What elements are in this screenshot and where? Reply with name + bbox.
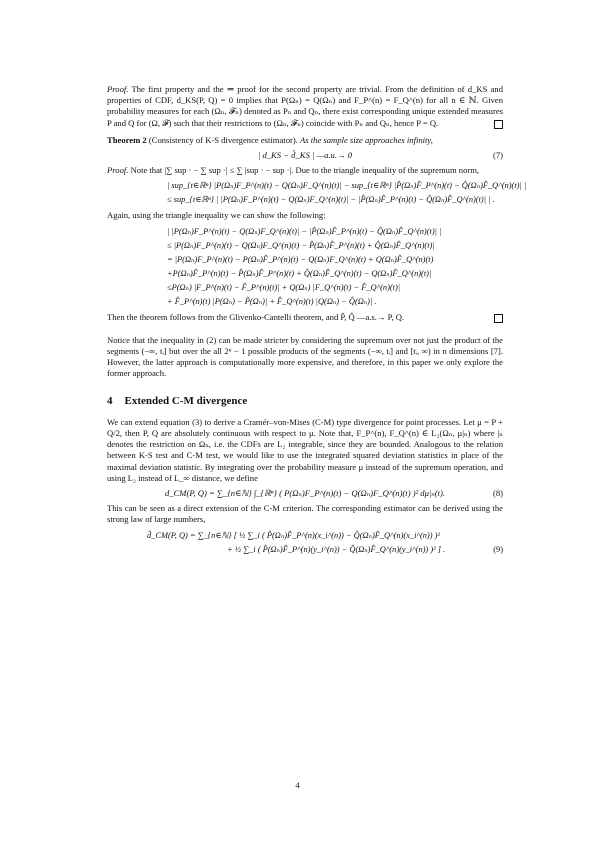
- equation-line: ≤ |P(Ωₙ)F_P^(n)(t) − Q(Ωₙ)F_Q^(n)(t) − P̂(Ωₙ)F̂_P^(n)(t) + Q̂(Ωₙ)F̂_Q^(n)(t)|: [167, 240, 435, 250]
- equation-7: [107, 150, 503, 161]
- section-paragraph-2: This can be seen as a direct extension of the C-M criterion. The corresponding estimator can be derived using the strong law of large numbers,: [107, 503, 503, 525]
- theorem-label: Theorem 2: [107, 134, 147, 145]
- section-title: Extended C-M divergence: [124, 394, 248, 407]
- proof-text: The first property and the ⇐ proof for the second property are trivial. From the definition of d_KS and properties of CDF, d_KS(P, Q) = 0 implies that P(Ωₙ) = Q(Ωₙ) and F_P^(n) = F_Q^(n) for all n ∈ ℕ. Given probability measures for each (Ωₙ, 𝓕ₙ) denoted as Pₙ and Qₙ, there exist corresponding unique extended measures P and Q for (Ω, 𝓕) such that their restrictions to (Ωₙ, 𝓕ₙ) coincide with Pₙ and Qₙ, hence P = Q.: [107, 84, 503, 128]
- equation-line: +P(Ωₙ)F̂_P^(n)(t) − P̂(Ωₙ)F̂_P^(n)(t) + Q̂(Ωₙ)F̂_Q^(n)(t) − Q(Ωₙ)F̂_Q^(n)(t)|: [167, 268, 432, 278]
- theorem-2: [107, 135, 503, 146]
- section-heading: [107, 396, 503, 407]
- proof-paragraph-2: [107, 165, 503, 176]
- proof-label: Proof.: [107, 165, 129, 176]
- equation-9: [147, 529, 503, 557]
- qed-icon: [494, 314, 503, 323]
- remark-paragraph: Notice that the inequality in (2) can be made stricter by considering the supremum over not just the product of the segments (−∞, tᵢ] but over the all 2ⁿ − 1 possible products of the segments (−∞, tᵢ] and [tᵢ, ∞) in n dimensions [7]. However, the latter approach is computationally more expensive, and therefore, in this paper we only explore the former approach.: [107, 334, 503, 379]
- equation-line: + ½ ∑_i ( P̂(Ωₙ)F̂_P^(n)(y_i^(n)) − Q̂(Ωₙ)F̂_Q^(n)(y_i^(n)) )² ] .: [227, 544, 446, 554]
- proof-text-2: Again, using the triangle inequality we can show the following:: [107, 210, 326, 221]
- equation-8-body: d_CM(P, Q) = ∑_{n∈ℕ} ∫_{ℝⁿ} ( P(Ωₙ)F_P^(n)(t) − Q(Ωₙ)F_Q^(n)(t) )² dμ|ₙ(t).: [164, 488, 446, 499]
- equation-line: ≤ sup_{t∈ℝⁿ} | |P(Ωₙ)F_P^(n)(t) − Q(Ωₙ)F_Q^(n)(t)| − |P̂(Ωₙ)F̂_P^(n)(t) − Q̂(Ωₙ)F̂_Q^(n)(t)| | .: [167, 195, 495, 205]
- theorem-text: As the sample size approaches infinity,: [300, 134, 433, 145]
- page-number: 4: [295, 780, 300, 790]
- proof-conclusion: [107, 312, 503, 323]
- proof-conclusion-text: Then the theorem follows from the Glivenko-Cantelli theorem, and P̂, Q̂ —a.s.→ P, Q.: [107, 311, 405, 322]
- qed-icon: [494, 120, 503, 129]
- proof-label: Proof.: [107, 84, 129, 94]
- equation-line: + F̂_P^(n)(t) |P(Ωₙ) − P̂(Ωₙ)| + F̂_Q^(n)(t) |Q(Ωₙ) − Q̂(Ωₙ)| .: [167, 296, 377, 306]
- equation-line: = |P(Ωₙ)F_P^(n)(t) − P(Ωₙ)F̂_P^(n)(t) − Q(Ωₙ)F_Q^(n)(t) + Q(Ωₙ)F̂_Q^(n)(t): [167, 254, 434, 264]
- equation-line: d̂_CM(P, Q) = ∑_{n∈ℕ} [ ½ ∑_i ( P̂(Ωₙ)F̂_P^(n)(x_i^(n)) − Q̂(Ωₙ)F̂_Q^(n)(x_i^(n)) )²: [147, 530, 440, 540]
- section-number: 4: [107, 394, 113, 407]
- supremum-inequality: [167, 179, 527, 207]
- equation-8-number: (8): [492, 488, 503, 499]
- equation-9-number: (9): [493, 544, 503, 554]
- equation-line: | |P(Ωₙ)F_P^(n)(t) − Q(Ωₙ)F_Q^(n)(t)| − |P̂(Ωₙ)F̂_P^(n)(t) − Q̂(Ωₙ)F̂_Q^(n)(t)| |: [167, 226, 442, 236]
- triangle-inequality-chain: [167, 225, 503, 309]
- proof-paragraph-1: [107, 84, 503, 129]
- equation-line: ≤P(Ωₙ) |F_P^(n)(t) − F̂_P^(n)(t)| + Q(Ωₙ) |F_Q^(n)(t) − F̂_Q^(n)(t)|: [167, 282, 401, 292]
- section-paragraph-1: We can extend equation (3) to derive a Cramér–von-Mises (C-M) type divergence for point processes. Let μ = P + Q/2, then P, Q are absolutely continuous with respect to μ. Note that, F_P^(n), F_Q^(n) ∈ L₂(Ωₙ, μ|ₙ) where |ₙ denotes the restriction on Ωₙ, i.e. the CDFs are L₂ integrable, since they are bounded. Analogous to the relation between K-S test and C-M test, we would like to use the integrated squared deviation statistics in place of the maximal deviation statistic. By integrating over the probability measure μ instead of the supremum operation, and using L₂ instead of L_∞ distance, we define: [107, 416, 503, 483]
- equation-7-number: (7): [492, 150, 503, 161]
- equation-7-body: | d_KS − d̂_KS | —a.u.→ 0: [257, 150, 353, 161]
- proof-text: Note that |∑ sup · − ∑ sup ·| ≤ ∑ |sup · − sup ·|. Due to the triangle inequality of the supremum norm,: [130, 165, 480, 176]
- equation-8: [107, 488, 503, 499]
- page-body: [107, 84, 527, 560]
- equation-line: | sup_{t∈ℝⁿ} |P(Ωₙ)F_P^(n)(t) − Q(Ωₙ)F_Q^(n)(t)| − sup_{t∈ℝⁿ} |P̂(Ωₙ)F̂_P^(n)(t) − Q̂(Ωₙ)F̂_Q^(n)(t)| |: [167, 181, 527, 191]
- theorem-title: (Consistency of K-S divergence estimator).: [148, 134, 298, 145]
